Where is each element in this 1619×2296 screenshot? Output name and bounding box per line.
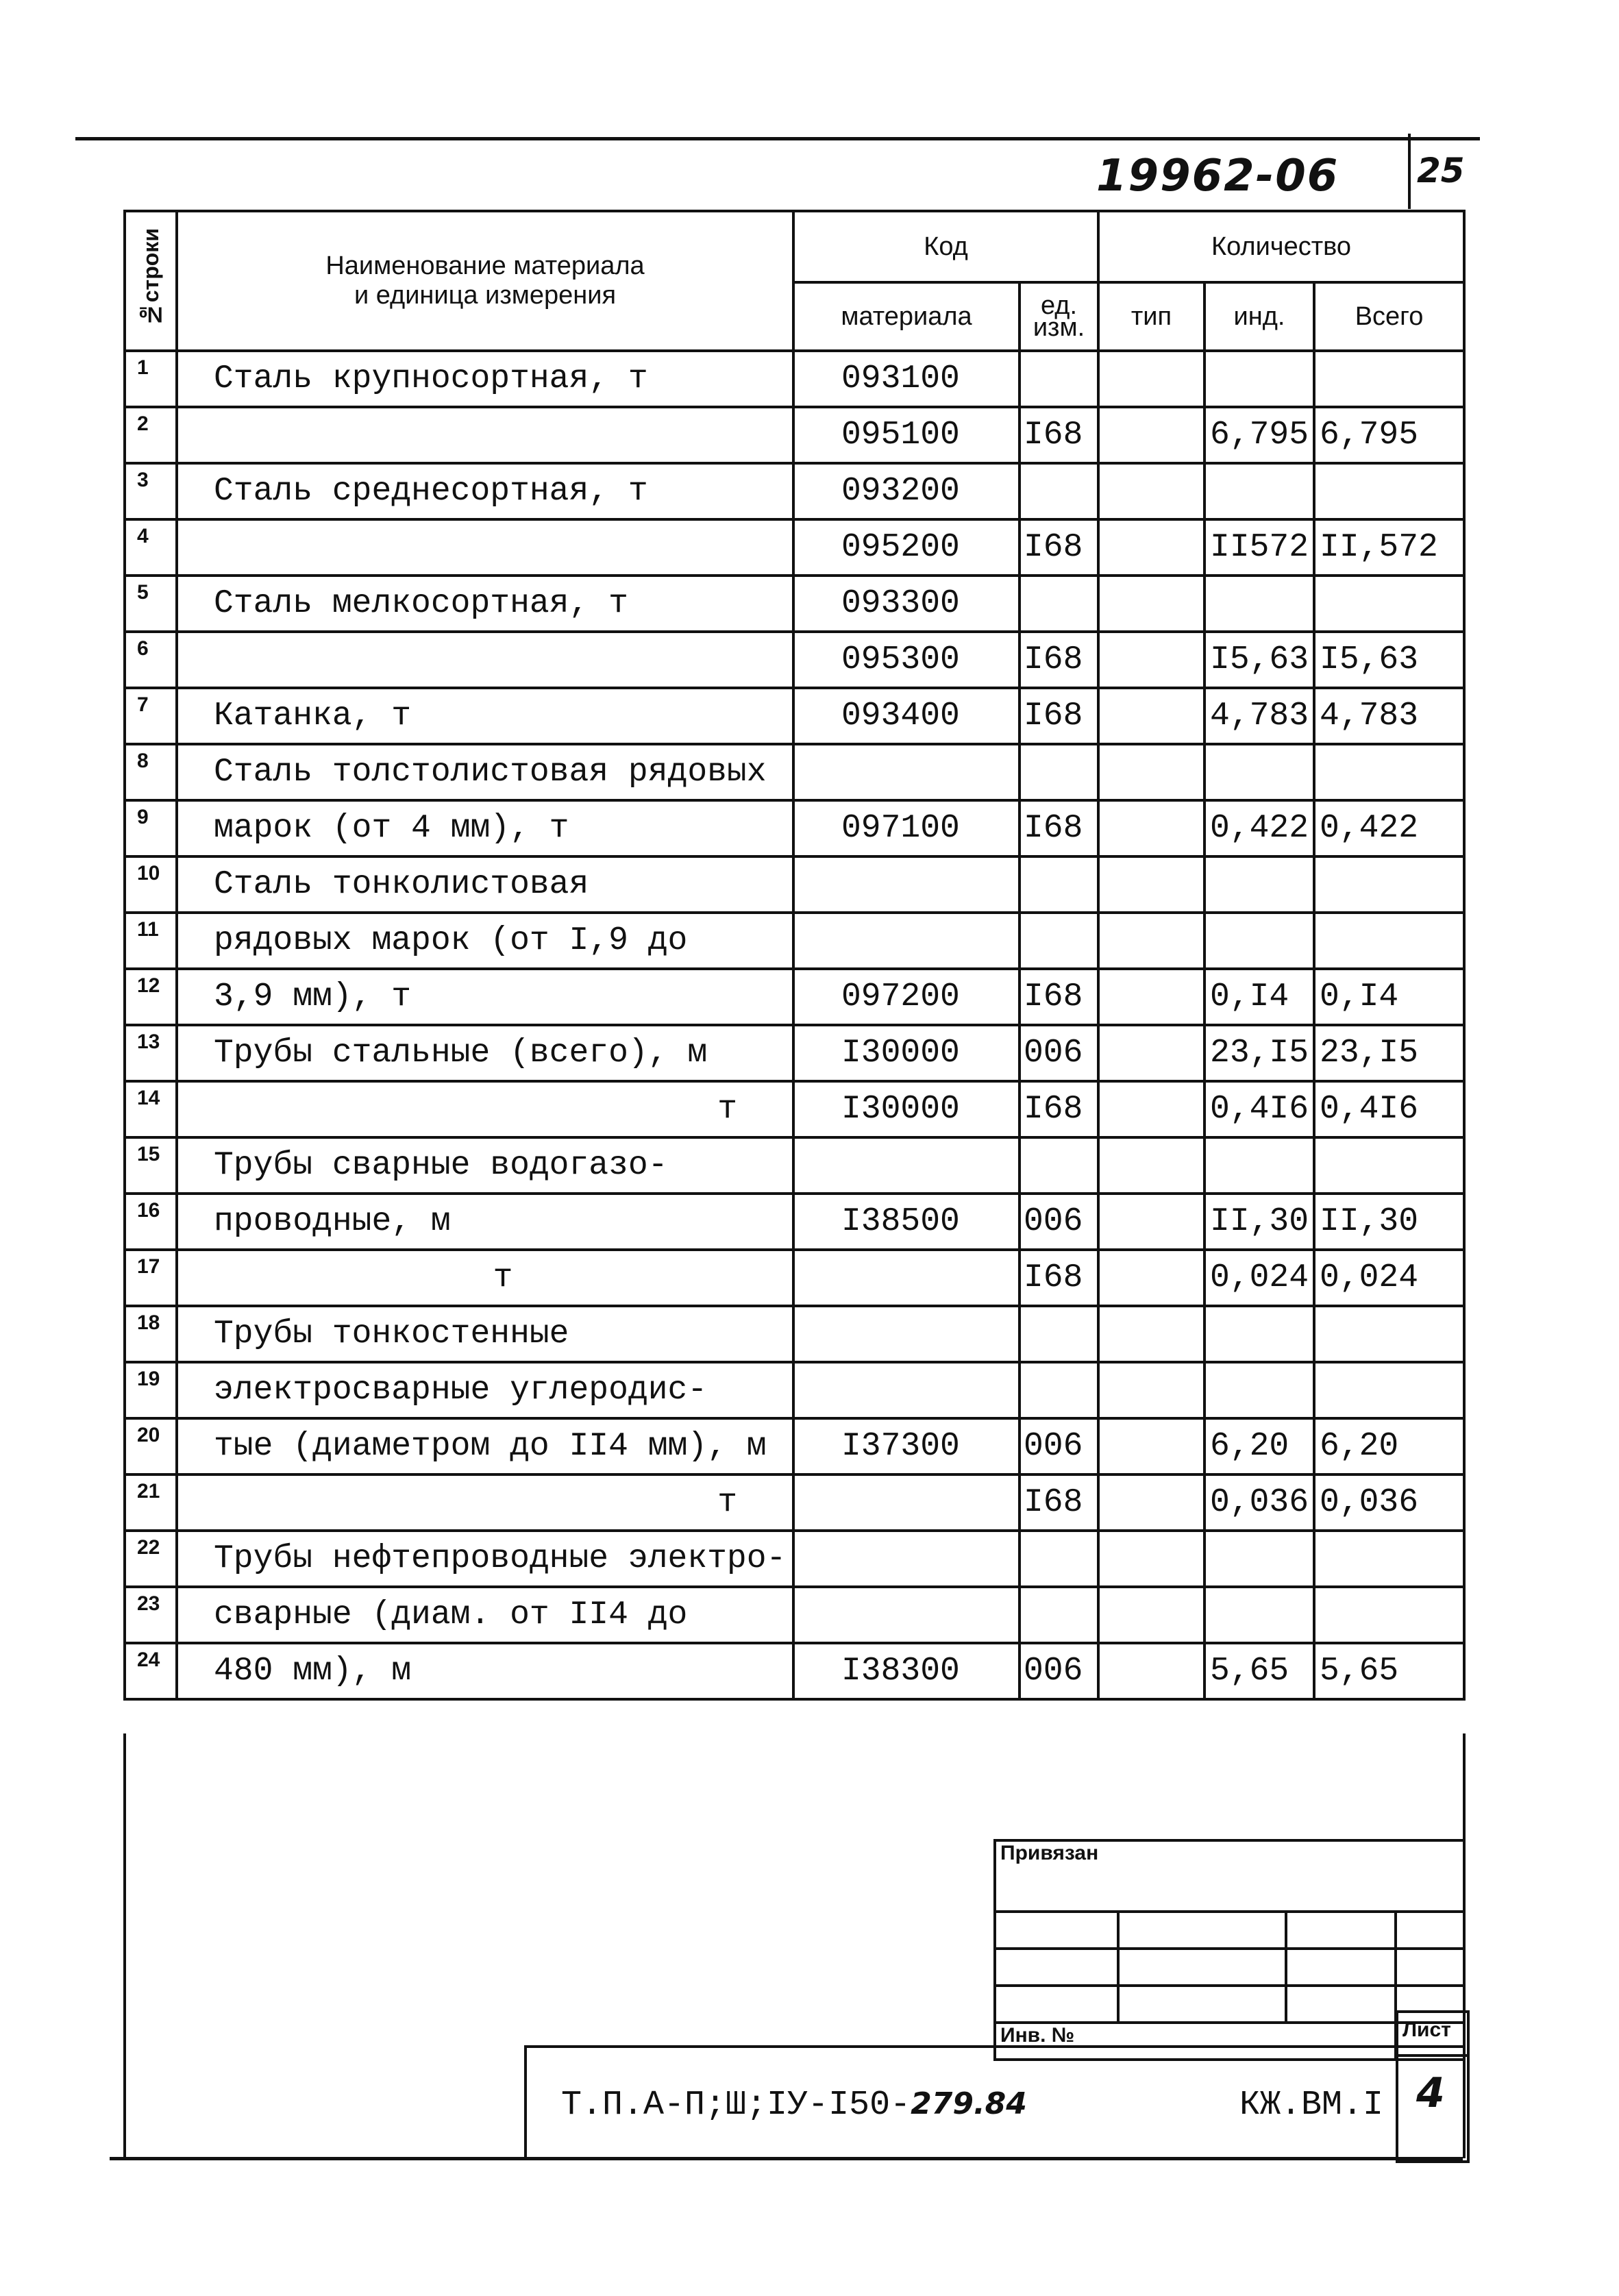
table-row (125, 407, 1464, 463)
material-name-cell: т (177, 1081, 793, 1137)
total-quantity-cell (1314, 576, 1464, 632)
row-number-cell: 22 (125, 1531, 177, 1587)
ind-quantity-cell: 4,783 (1204, 688, 1314, 744)
material-code-cell (793, 1474, 1019, 1531)
material-name-cell: Сталь крупносортная, т (177, 351, 793, 407)
unit-code-cell: 006 (1019, 1194, 1098, 1250)
ind-quantity-cell (1204, 856, 1314, 913)
ind-quantity-cell: 0,024 (1204, 1250, 1314, 1306)
row-number-cell: 17 (125, 1250, 177, 1306)
row-number-cell: 2 (125, 407, 177, 463)
table-row (125, 1025, 1464, 1081)
total-quantity-cell (1314, 1306, 1464, 1362)
document-number: 19962-06 (1096, 151, 1339, 201)
ind-quantity-cell: 0,036 (1204, 1474, 1314, 1531)
unit-code-cell: I68 (1019, 632, 1098, 688)
material-code-cell: 093200 (793, 463, 1019, 519)
row-number-cell: 3 (125, 463, 177, 519)
ind-quantity-cell: 23,I5 (1204, 1025, 1314, 1081)
code-group-header: Код (793, 211, 1098, 282)
unit-code-cell: I68 (1019, 407, 1098, 463)
ind-quantity-cell (1204, 744, 1314, 800)
left-border-line (123, 1733, 126, 2157)
table-row (125, 1081, 1464, 1137)
table-row (125, 1137, 1464, 1194)
material-name-cell (177, 632, 793, 688)
material-name-cell (177, 407, 793, 463)
row-number-cell: 16 (125, 1194, 177, 1250)
material-name-cell: тые (диаметром до II4 мм), м (177, 1418, 793, 1474)
material-code-cell: I38300 (793, 1643, 1019, 1699)
unit-code-cell (1019, 1531, 1098, 1587)
sheet-label: Лист (1402, 2019, 1451, 2041)
ind-quantity-cell (1204, 1587, 1314, 1643)
type-cell (1098, 688, 1204, 744)
stamp-cell (1396, 1912, 1464, 1949)
unit-code-cell (1019, 1362, 1098, 1418)
total-quantity-cell (1314, 744, 1464, 800)
unit-code-cell (1019, 1306, 1098, 1362)
table-row (125, 1362, 1464, 1418)
document-code: КЖ.ВМ.I (1239, 2086, 1384, 2125)
material-name-cell: Трубы тонкостенные (177, 1306, 793, 1362)
total-quantity-cell (1314, 463, 1464, 519)
stamp-cell (1118, 1912, 1286, 1949)
total-quantity-cell: 23,I5 (1314, 1025, 1464, 1081)
table-row (125, 351, 1464, 407)
total-quantity-cell: 0,024 (1314, 1250, 1464, 1306)
unit-code-cell (1019, 1587, 1098, 1643)
sheet-number: 4 (1416, 2069, 1445, 2117)
material-code-cell: 093300 (793, 576, 1019, 632)
table-row (125, 1474, 1464, 1531)
material-name-cell: марок (от 4 мм), т (177, 800, 793, 856)
row-number-cell: 15 (125, 1137, 177, 1194)
materials-table (123, 210, 1466, 1701)
total-quantity-cell: 6,795 (1314, 407, 1464, 463)
ind-quantity-cell: 0,4I6 (1204, 1081, 1314, 1137)
type-cell (1098, 1531, 1204, 1587)
designation-handwritten: 279.84 (911, 2086, 1027, 2121)
unit-code-cell: I68 (1019, 1474, 1098, 1531)
material-name-header-line1: Наименование материала (325, 251, 645, 280)
material-code-cell: 093400 (793, 688, 1019, 744)
stamp-cell (995, 1986, 1118, 2023)
material-code-cell (793, 1250, 1019, 1306)
ind-quantity-cell: 5,65 (1204, 1643, 1314, 1699)
total-quantity-cell: 5,65 (1314, 1643, 1464, 1699)
ind-quantity-cell: 6,795 (1204, 407, 1314, 463)
material-code-cell (793, 1587, 1019, 1643)
stamp-cell (995, 1912, 1118, 1949)
material-name-cell: Трубы нефтепроводные электро- (177, 1531, 793, 1587)
material-code-cell: 097200 (793, 969, 1019, 1025)
total-quantity-cell: 0,4I6 (1314, 1081, 1464, 1137)
quantity-group-header: Количество (1098, 211, 1464, 282)
material-code-cell (793, 1362, 1019, 1418)
row-number-cell: 24 (125, 1643, 177, 1699)
row-number-cell: 5 (125, 576, 177, 632)
table-row (125, 463, 1464, 519)
row-number-cell: 11 (125, 913, 177, 969)
total-quantity-cell: 6,20 (1314, 1418, 1464, 1474)
material-name-cell: проводные, м (177, 1194, 793, 1250)
row-number-cell: 19 (125, 1362, 177, 1418)
material-code-cell (793, 913, 1019, 969)
material-code-cell: I30000 (793, 1081, 1019, 1137)
row-number-header: №строки (125, 211, 177, 351)
unit-code-cell: 006 (1019, 1025, 1098, 1081)
corner-page-number: 25 (1417, 151, 1465, 190)
ind-quantity-cell: 0,I4 (1204, 969, 1314, 1025)
material-name-cell: Сталь среднесортная, т (177, 463, 793, 519)
material-name-cell: Катанка, т (177, 688, 793, 744)
type-cell (1098, 1194, 1204, 1250)
corner-box-left-line (1408, 134, 1411, 209)
row-number-cell: 4 (125, 519, 177, 576)
type-cell (1098, 519, 1204, 576)
type-cell (1098, 1081, 1204, 1137)
material-code-cell (793, 1531, 1019, 1587)
row-number-cell: 12 (125, 969, 177, 1025)
type-cell (1098, 407, 1204, 463)
unit-code-cell: I68 (1019, 1250, 1098, 1306)
material-name-cell: Трубы сварные водогазо- (177, 1137, 793, 1194)
total-quantity-cell (1314, 913, 1464, 969)
unit-code-cell (1019, 463, 1098, 519)
total-quantity-cell: II,572 (1314, 519, 1464, 576)
ind-quantity-cell (1204, 1306, 1314, 1362)
unit-code-cell: I68 (1019, 969, 1098, 1025)
ind-quantity-cell (1204, 913, 1314, 969)
material-code-cell: I37300 (793, 1418, 1019, 1474)
unit-code-cell (1019, 913, 1098, 969)
material-name-cell: электросварные углеродис- (177, 1362, 793, 1418)
unit-code-cell: 006 (1019, 1418, 1098, 1474)
material-name-cell: Сталь мелкосортная, т (177, 576, 793, 632)
material-name-cell: 480 мм), м (177, 1643, 793, 1699)
project-designation (561, 2086, 1027, 2125)
row-number-cell: 18 (125, 1306, 177, 1362)
total-quantity-cell: II,30 (1314, 1194, 1464, 1250)
table-row (125, 688, 1464, 744)
table-row (125, 1643, 1464, 1699)
ind-quantity-cell (1204, 1531, 1314, 1587)
material-name-cell: Сталь толстолистовая рядовых (177, 744, 793, 800)
ind-quantity-cell (1204, 1362, 1314, 1418)
type-cell (1098, 800, 1204, 856)
table-row (125, 1531, 1464, 1587)
material-code-cell (793, 1306, 1019, 1362)
total-quantity-cell: 4,783 (1314, 688, 1464, 744)
total-quantity-cell (1314, 1531, 1464, 1587)
total-header: Всего (1314, 282, 1464, 351)
total-quantity-cell: 0,422 (1314, 800, 1464, 856)
table-row (125, 856, 1464, 913)
material-code-cell: I30000 (793, 1025, 1019, 1081)
row-number-cell: 21 (125, 1474, 177, 1531)
table-row (125, 800, 1464, 856)
unit-code-cell (1019, 744, 1098, 800)
binding-stamp (993, 1839, 1466, 2061)
total-quantity-cell (1314, 856, 1464, 913)
unit-code-cell (1019, 351, 1098, 407)
material-code-cell: 093100 (793, 351, 1019, 407)
ind-quantity-cell: II572 (1204, 519, 1314, 576)
material-code-cell: 097100 (793, 800, 1019, 856)
type-cell (1098, 1137, 1204, 1194)
row-number-cell: 14 (125, 1081, 177, 1137)
type-cell (1098, 1474, 1204, 1531)
material-code-cell: 095100 (793, 407, 1019, 463)
material-code-cell: 095300 (793, 632, 1019, 688)
material-name-cell: рядовых марок (от I,9 до (177, 913, 793, 969)
total-quantity-cell (1314, 1137, 1464, 1194)
material-name-cell: 3,9 мм), т (177, 969, 793, 1025)
table-row (125, 1306, 1464, 1362)
material-name-cell: Трубы стальные (всего), м (177, 1025, 793, 1081)
row-number-cell: 7 (125, 688, 177, 744)
ind-header: инд. (1204, 282, 1314, 351)
table-row (125, 519, 1464, 576)
material-name-cell: т (177, 1250, 793, 1306)
material-name-header (177, 211, 793, 351)
type-cell (1098, 351, 1204, 407)
unit-code-cell: 006 (1019, 1643, 1098, 1699)
total-quantity-cell: 0,I4 (1314, 969, 1464, 1025)
table-row (125, 632, 1464, 688)
table-row (125, 913, 1464, 969)
table-body (125, 351, 1464, 1699)
table-row (125, 1587, 1464, 1643)
designation-printed: Т.П.А-П;Ш;IУ-I50- (561, 2086, 911, 2125)
type-cell (1098, 1362, 1204, 1418)
stamp-cell (995, 1949, 1118, 1986)
ind-quantity-cell: I5,63 (1204, 632, 1314, 688)
row-number-cell: 8 (125, 744, 177, 800)
unit-code-cell: I68 (1019, 1081, 1098, 1137)
total-quantity-cell (1314, 1362, 1464, 1418)
row-number-cell: 13 (125, 1025, 177, 1081)
row-number-cell: 1 (125, 351, 177, 407)
material-code-cell (793, 856, 1019, 913)
stamp-cell (1286, 1912, 1396, 1949)
total-quantity-cell (1314, 351, 1464, 407)
sheet-box-divider (1398, 2054, 1467, 2057)
ind-quantity-cell: 0,422 (1204, 800, 1314, 856)
row-number-cell: 20 (125, 1418, 177, 1474)
type-cell (1098, 1306, 1204, 1362)
type-cell (1098, 969, 1204, 1025)
sheet-box (1396, 2010, 1470, 2163)
top-border-line (75, 137, 1480, 140)
total-quantity-cell (1314, 1587, 1464, 1643)
total-quantity-cell: 0,036 (1314, 1474, 1464, 1531)
table-row (125, 1250, 1464, 1306)
material-code-header: материала (793, 282, 1019, 351)
material-name-cell: Сталь тонколистовая (177, 856, 793, 913)
table-row (125, 969, 1464, 1025)
ind-quantity-cell (1204, 1137, 1314, 1194)
type-cell (1098, 632, 1204, 688)
type-cell (1098, 463, 1204, 519)
table-row (125, 744, 1464, 800)
table-row (125, 576, 1464, 632)
unit-code-cell: I68 (1019, 800, 1098, 856)
material-name-cell (177, 519, 793, 576)
type-cell (1098, 1025, 1204, 1081)
material-code-cell: 095200 (793, 519, 1019, 576)
row-number-cell: 10 (125, 856, 177, 913)
material-code-cell (793, 744, 1019, 800)
type-cell (1098, 576, 1204, 632)
row-number-cell: 6 (125, 632, 177, 688)
stamp-cell (1118, 1949, 1286, 1986)
type-cell (1098, 744, 1204, 800)
type-header: тип (1098, 282, 1204, 351)
unit-code-cell (1019, 1137, 1098, 1194)
unit-code-cell (1019, 856, 1098, 913)
row-number-cell: 23 (125, 1587, 177, 1643)
unit-code-cell (1019, 576, 1098, 632)
table-row (125, 1418, 1464, 1474)
material-name-cell: т (177, 1474, 793, 1531)
unit-code-cell: I68 (1019, 519, 1098, 576)
type-cell (1098, 1250, 1204, 1306)
ind-quantity-cell (1204, 576, 1314, 632)
ind-quantity-cell (1204, 351, 1314, 407)
material-name-header-line2: и единица измерения (354, 281, 617, 310)
type-cell (1098, 1643, 1204, 1699)
type-cell (1098, 856, 1204, 913)
table-row (125, 1194, 1464, 1250)
stamp-cell (1286, 1986, 1396, 2023)
stamp-cell (1396, 1949, 1464, 1986)
total-quantity-cell: I5,63 (1314, 632, 1464, 688)
material-code-cell: I38500 (793, 1194, 1019, 1250)
ind-quantity-cell: II,30 (1204, 1194, 1314, 1250)
type-cell (1098, 913, 1204, 969)
unit-code-header: ед. изм. (1019, 282, 1098, 351)
linked-label: Привязан (995, 1840, 1464, 1912)
row-number-cell: 9 (125, 800, 177, 856)
type-cell (1098, 1418, 1204, 1474)
material-code-cell (793, 1137, 1019, 1194)
ind-quantity-cell: 6,20 (1204, 1418, 1314, 1474)
unit-code-cell: I68 (1019, 688, 1098, 744)
ind-quantity-cell (1204, 463, 1314, 519)
material-name-cell: сварные (диам. от II4 до (177, 1587, 793, 1643)
inventory-number-label: Инв. № (995, 2023, 1396, 2060)
stamp-cell (1118, 1986, 1286, 2023)
type-cell (1098, 1587, 1204, 1643)
stamp-cell (1286, 1949, 1396, 1986)
